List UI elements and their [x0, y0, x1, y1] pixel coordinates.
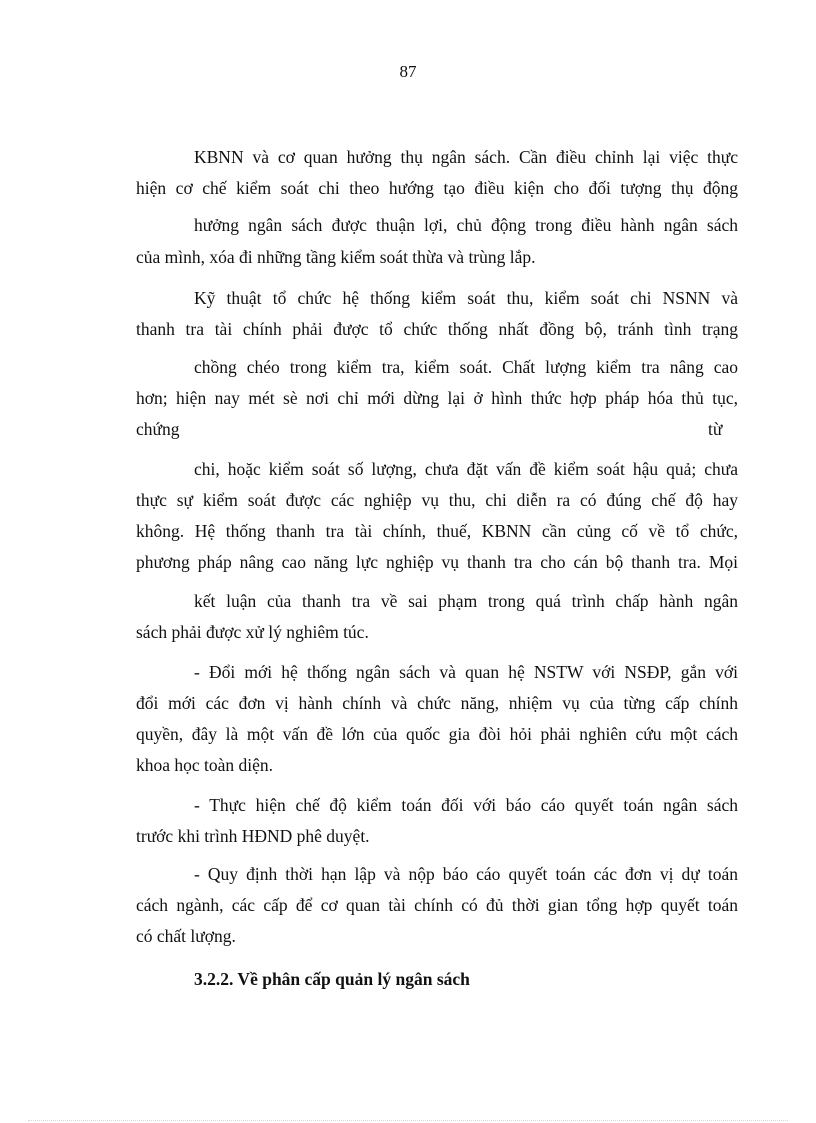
text-line: hiện cơ chế kiểm soát chi theo hướng tạo điều kiện cho đối tượng thụ động: [136, 178, 738, 198]
text-line: - Thực hiện chế độ kiểm toán đối với báo cáo quyết toán ngân sách: [194, 795, 738, 815]
text-line: từ: [708, 419, 723, 439]
text-line: hưởng ngân sách được thuận lợi, chủ động trong điều hành ngân sách: [194, 215, 738, 235]
page-number: 87: [399, 62, 417, 81]
text-line: có chất lượng.: [136, 926, 236, 946]
text-line: - Đổi mới hệ thống ngân sách và quan hệ NSTW với NSĐP, gắn với: [194, 662, 738, 682]
text-line: thanh tra tài chính phải được tổ chức thống nhất đồng bộ, tránh tình trạng: [136, 319, 738, 339]
text-line: trước khi trình HĐND phê duyệt.: [136, 826, 370, 846]
text-line: quyền, đây là một vấn đề lớn của quốc gia đòi hỏi phải nghiên cứu một cách: [136, 724, 738, 744]
text-line: thực sự kiểm soát được các nghiệp vụ thu, chi diễn ra có đúng chế độ hay: [136, 490, 738, 510]
text-line: kết luận của thanh tra về sai phạm trong quá trình chấp hành ngân: [194, 591, 738, 611]
section-heading: 3.2.2. Về phân cấp quản lý ngân sách: [194, 969, 470, 989]
text-line: đổi mới các đơn vị hành chính và chức năng, nhiệm vụ của từng cấp chính: [136, 693, 738, 713]
text-line: KBNN và cơ quan hưởng thụ ngân sách. Cần điều chỉnh lại việc thực: [194, 147, 738, 167]
text-line: chi, hoặc kiểm soát số lượng, chưa đặt vấn đề kiểm soát hậu quả; chưa: [194, 459, 738, 479]
text-line: không. Hệ thống thanh tra tài chính, thuế, KBNN cần củng cố về tổ chức,: [136, 521, 738, 541]
text-line: cách ngành, các cấp để cơ quan tài chính có đủ thời gian tổng hợp quyết toán: [136, 895, 738, 915]
text-line: chồng chéo trong kiểm tra, kiểm soát. Chất lượng kiểm tra nâng cao: [194, 357, 738, 377]
page-bottom-rule: [28, 1120, 788, 1121]
text-line: chứng: [136, 419, 180, 439]
text-line: Kỹ thuật tổ chức hệ thống kiểm soát thu, kiểm soát chi NSNN và: [194, 288, 738, 308]
text-line: của mình, xóa đi những tầng kiểm soát thừa và trùng lắp.: [136, 247, 536, 267]
text-line: khoa học toàn diện.: [136, 755, 274, 775]
text-line: - Quy định thời hạn lập và nộp báo cáo quyết toán các đơn vị dự toán: [194, 864, 738, 884]
text-line: sách phải được xử lý nghiêm túc.: [136, 622, 369, 642]
text-line: phương pháp nâng cao năng lực nghiệp vụ thanh tra cho cán bộ thanh tra. Mọi: [136, 552, 738, 572]
text-line: hơn; hiện nay mét sè nơi chỉ mới dừng lại ở hình thức hợp pháp hóa thủ tục,: [136, 388, 738, 408]
